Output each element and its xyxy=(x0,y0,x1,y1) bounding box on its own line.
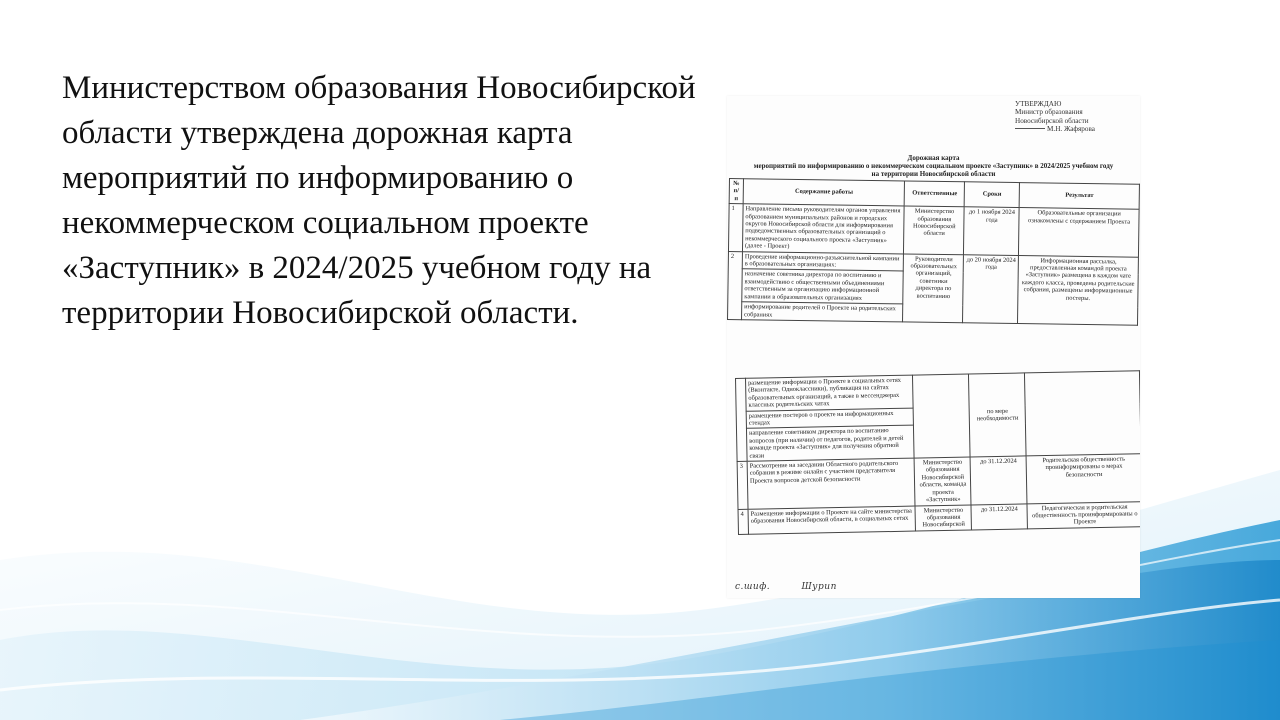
approve-signer: М.Н. Жафярова xyxy=(1047,125,1095,134)
cell-result: Педагогическая и родительская общественность проинформированы о Проекте xyxy=(1027,501,1140,528)
cell-terms: по мере необходимости xyxy=(969,373,1027,457)
cell-terms: до 31.12.2024 xyxy=(970,456,1027,505)
cell-content: Рассмотрение на заседании Областного родительского собрания в режиме онлайн с участием представителя Проекта вопросов детской безопасности xyxy=(747,458,915,509)
header-terms: Сроки xyxy=(965,182,1020,208)
signatures xyxy=(735,582,865,592)
table-row xyxy=(737,454,1140,509)
cell-responsible: Министерство образования Новосибирской области, команда проекта «Заступник» xyxy=(914,457,971,506)
approve-line: УТВЕРЖДАЮ xyxy=(1015,100,1062,108)
cell-terms: до 1 ноября 2024 года xyxy=(964,207,1020,255)
cell-subitem: назначение советника директора по воспитанию и взаимодействию с общественными объединениями ответственным за организацию информационной кампании в образовательных организациях xyxy=(742,269,904,304)
approve-line: Министр образования xyxy=(1015,108,1083,117)
title-line: на территории Новосибирской области xyxy=(871,170,996,178)
cell-responsible: Министерство образования Новосибирской xyxy=(915,504,971,530)
approve-line: Новосибирской области xyxy=(1015,116,1089,125)
cell-num: 2 xyxy=(728,251,743,319)
title-line: Дорожная карта xyxy=(907,154,960,162)
cell-subitem: направление советником директора по воспитанию вопросов (при наличии) от педагогов, родителей и детей команде проекта «Заступник» для получения обратной связи xyxy=(746,426,914,462)
cell-subitem: информирование родителей о Проекте на родительских собраниях xyxy=(742,302,904,322)
cell-content: Проведение информационно-разъяснительной кампании в образовательных организациях: xyxy=(742,251,904,271)
cell-result: Родительская общественность проинформированы о мерах безопасности xyxy=(1026,454,1140,504)
cell-content: Размещение информации о Проекте на сайте министерства образования Новосибирской области, в социальных сетях xyxy=(748,506,916,534)
roadmap-document-image xyxy=(727,96,1140,598)
cell-num: 4 xyxy=(738,509,748,534)
cell-result: Образовательные организации ознакомлены с содержанием Проекта xyxy=(1019,208,1139,257)
document-title xyxy=(727,154,1140,178)
cell-num: 1 xyxy=(728,204,743,252)
cell-responsible: Министерство образования Новосибирской области xyxy=(904,206,965,254)
signature-1: с.шиф. xyxy=(735,582,771,592)
header-responsible: Ответственные xyxy=(905,181,965,207)
header-result: Результат xyxy=(1019,183,1139,210)
header-num: № п/п xyxy=(729,179,743,204)
signature-2: Шурип xyxy=(801,582,837,592)
cell-result: Информационная рассылка, предоставленная командой проекта «Заступник» размещена в каждом чате каждого класса, проведены родительские собрания, размещены информационные постеры. xyxy=(1018,255,1139,325)
roadmap-table-continued xyxy=(735,370,1140,534)
title-line: мероприятий по информированию о некоммерческом социальном проекте «Заступник» в 2024/2025 учебном году xyxy=(753,162,1114,170)
table-row xyxy=(736,371,1140,411)
cell-num: 3 xyxy=(737,461,748,509)
approval-stamp xyxy=(1015,100,1095,134)
signature-line xyxy=(1015,128,1045,129)
roadmap-table xyxy=(727,178,1140,326)
cell-responsible: Руководители образовательных организаций, советники директора по воспитанию xyxy=(903,254,964,323)
slide-text: Министерством образования Новосибирской области утверждена дорожная карта мероприятий по информированию о некоммерческом социальном проекте «Заступник» в 2024/2025 учебном году на территории Новосибирской области. xyxy=(62,70,696,331)
cell-subitem: размещение постеров о проекте на информационных стендах xyxy=(746,408,914,429)
table-row xyxy=(728,204,1139,257)
cell-terms: до 20 ноября 2024 года xyxy=(963,254,1019,323)
cell-responsible xyxy=(913,374,971,458)
cell-content: Направление письма руководителям органов управления образованием муниципальных районов и городских округов Новосибирской области для информирования подведомственных образовательных организаций о некоммерческого социального проекта «Заступник» (далее - Проект) xyxy=(742,204,904,254)
cell-subitem: размещение информации о Проекте в социальных сетях (Вконтакте, Одноклассники), публикация на сайтах образовательных организаций, а также в мессенджерах классных родительских чатах xyxy=(745,375,913,411)
cell-result xyxy=(1025,371,1140,456)
cell-terms: до 31.12.2024 xyxy=(971,503,1027,529)
header-content: Содержание работы xyxy=(743,179,905,206)
